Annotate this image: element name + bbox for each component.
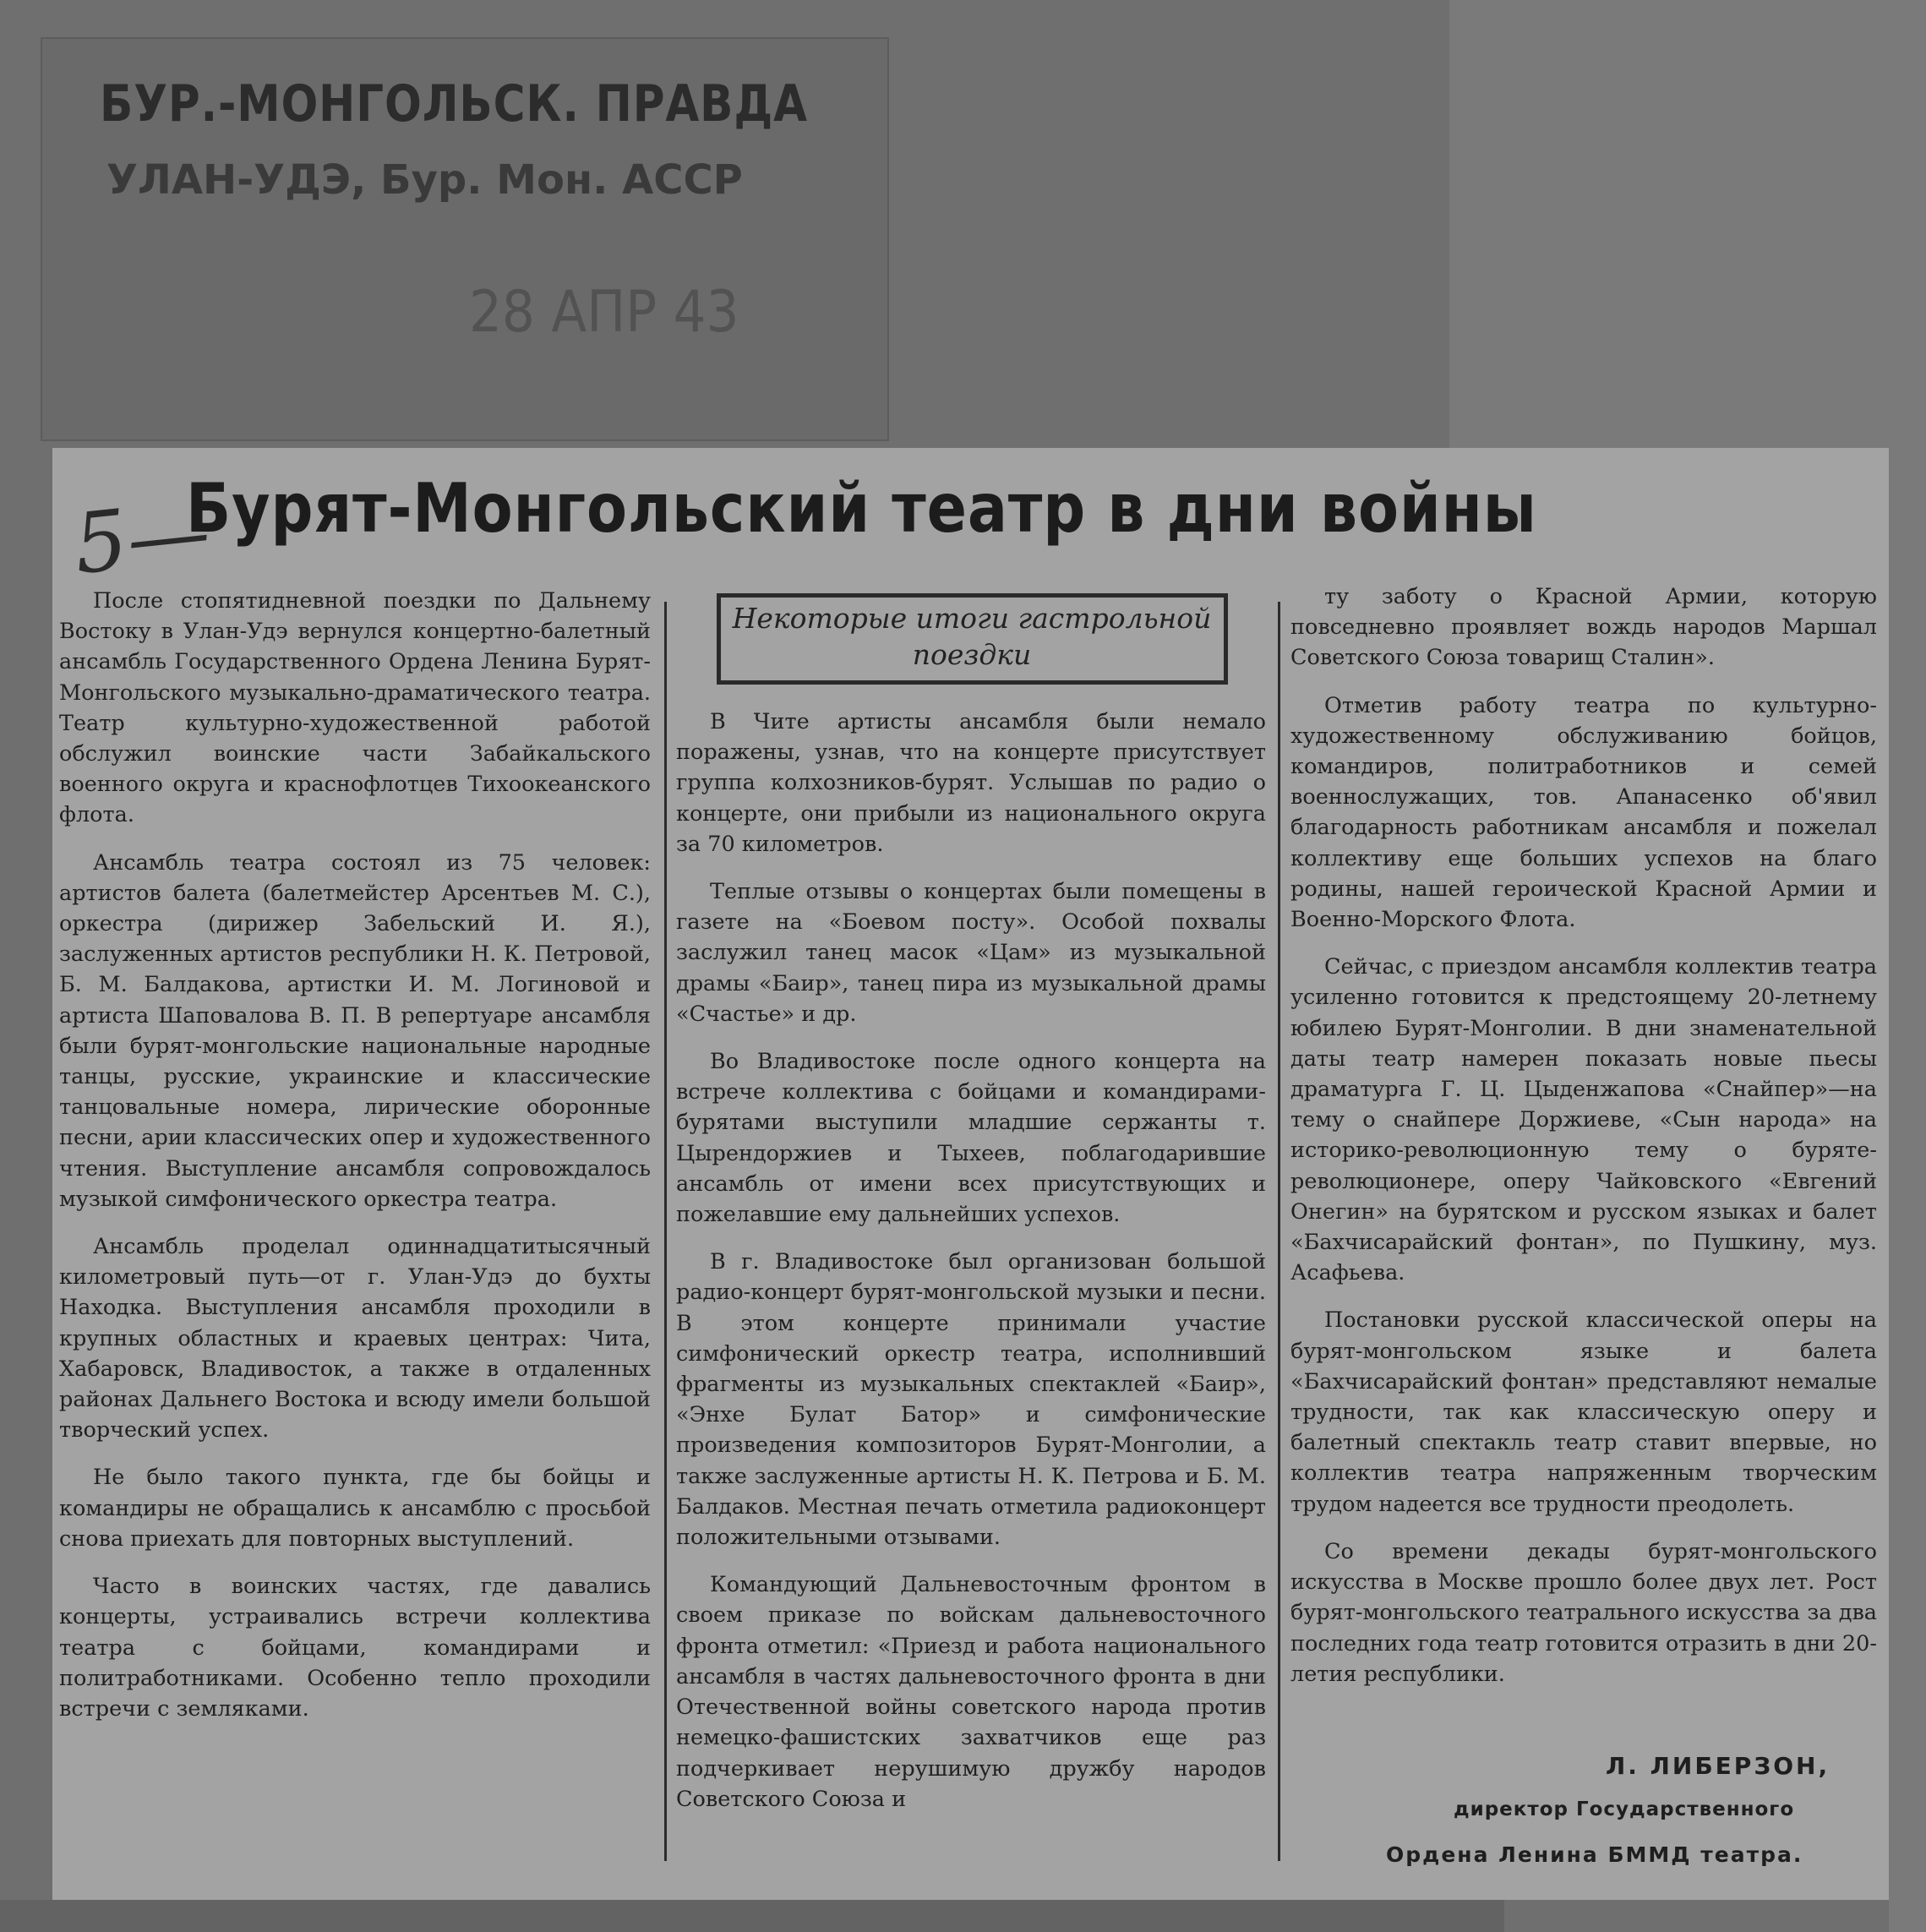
article-subheading: Некоторые итоги гастрольной поездки [732, 602, 1212, 671]
article-paragraph: ту заботу о Красной Армии, которую повседневно проявляет вождь народов Маршал Советского Союза товарищ Сталин». [1290, 584, 1877, 671]
article-headline: Бурят-Монгольский театр в дни войны [186, 469, 1537, 548]
article-paragraph: Ансамбль театра состоял из 75 человек: артистов балета (балетмейстер Арсентьев М. С.), оркестра (дирижер Забельский И. Я.), заслуженных артистов республики Н. К. Петровой, Б. М. Балдакова, артистки И. М. Логиновой и артиста Шаповалова В. П. В репертуаре ансамбля были бурят-монгольские национальные народные танцы, русские, украинские и классические танцовальные номера, лирические оборонные песни, арии классических опер и художественного чтения. Выступление ансамбля сопровождалось музыкой симфонического оркестра театра. [59, 849, 651, 1212]
author-position-line2: Ордена Ленина БММД театра. [1386, 1842, 1803, 1867]
stamp-city: УЛАН-УДЭ, Бур. Мон. АССР [106, 156, 743, 204]
background-strip [1889, 448, 1926, 1932]
article-paragraph: В г. Владивостоке был организован большой радио-концерт бурят-монгольской музыки и песни. В этом концерте принимали участие симфонический оркестр театра, исполнивший фрагменты из музыкальных спектаклей «Баир», «Энхе Булат Батор» и симфонические произведения композиторов Бурят-Монголии, а также заслуженные артисты Н. К. Петрова и Б. М. Балдаков. Местная печать отметила радиоконцерт положительными отзывами. [676, 1249, 1266, 1551]
column-rule-left [664, 602, 667, 1861]
article-paragraph: Часто в воинских частях, где давались концерты, устраивались встречи коллектива театра с бойцами, командирами и политработниками. Особенно тепло проходили встречи с земляками. [59, 1574, 651, 1722]
handwritten-number: 5— [69, 483, 215, 594]
article-paragraph: Теплые отзывы о концертах были помещены в газете на «Боевом посту». Особой похвалы заслужил танец масок «Цам» из музыкальной драмы «Баир», танец пира из музыкальной драмы «Счастье» и др. [676, 879, 1266, 1027]
author-position-line1: директор Государственного [1454, 1798, 1795, 1820]
article-paragraph: Командующий Дальневосточным фронтом в своем приказе по войскам дальневосточного фронта отметил: «Приезд и работа национального ансамбля в частях дальневосточного фронта в дни Отечественной войны советского народа против немецко-фашистских захватчиков еще раз подчеркивает нерушимую дружбу народов Советского Союза и [676, 1572, 1266, 1812]
stamp-newspaper-name: БУР.-МОНГОЛЬСК. ПРАВДА [100, 74, 808, 134]
article-paragraph: В Чите артисты ансамбля были немало поражены, узнав, что на концерте присутствует группа колхозников-бурят. Услышав по радио о концерте, они прибыли из национального округа за 70 километров. [676, 709, 1266, 857]
article-paragraph: Не было такого пункта, где бы бойцы и командиры не обращались к ансамблю с просьбой снова приехать для повторных выступлений. [59, 1465, 651, 1552]
article-column-1 [59, 586, 651, 1741]
article-paragraph: Ансамбль проделал одиннадцатитысячный километровый путь—от г. Улан-Удэ до бухты Находка. Выступления ансамбля проходили в крупных областных и краевых центрах: Чита, Хабаровск, Владивосток, а также в отдаленных районах Дальнего Востока и всюду имели большой творческий успех. [59, 1234, 651, 1444]
article-paragraph: Сейчас, с приездом ансамбля коллектив театра усиленно готовится к предстоящему 20-летнему юбилею Бурят-Монголии. В дни знаменательной даты театр намерен показать новые пьесы драматурга Г. Ц. Цыденжапова «Снайпер»—на тему о снайпере Доржиеве, «Сын народа» на историко-революционную тему о буряте-революционере, оперу Чайковского «Евгений Онегин» на бурятском и русском языках и балет «Бахчисарайский фонтан», по Пушкину, муз. Асафьева. [1290, 954, 1877, 1286]
background-area [1449, 0, 1926, 448]
article-paragraph: После стопятидневной поездки по Дальнему Востоку в Улан-Удэ вернулся концертно-балетный ансамбль Государственного Ордена Ленина Бурят-Монгольского музыкально-драматического театра. Театр культурно-художественной работой обслужил воинские части Забайкальского военного округа и краснофлотцев Тихоокеанского флота. [59, 588, 651, 828]
article-paragraph: Со времени декады бурят-монгольского искусства в Москве прошло более двух лет. Рост бурят-монгольского театрального искусства за два последних года театр готовится отразить в дни 20-летия республики. [1290, 1538, 1877, 1687]
article-column-3 [1290, 581, 1877, 1706]
author-name: Л. ЛИБЕРЗОН, [1606, 1752, 1831, 1780]
article-paragraph: Во Владивостоке после одного концерта на встрече коллектива с бойцами и командирами-бурятами выступили младшие сержанты т. Цырендоржиев и Тыхеев, поблагодарившие ансамбль от имени всех присутствующих и пожелавшие ему дальнейших успехов. [676, 1049, 1266, 1228]
stamp-date: 28 АПР 43 [469, 279, 739, 346]
background-bottom [0, 1900, 1504, 1932]
article-paragraph: Отметив работу театра по культурно-художественному обслуживанию бойцов, командиров, политработников и семей военнослужащих, тов. Апанасенко об'явил благодарность работникам ансамбля и пожелал коллективу еще больших успехов на благо родины, нашей героической Красной Армии и Военно-Морского Флота. [1290, 692, 1877, 933]
article-paragraph: Постановки русской классической оперы на бурят-монгольском языке и балета «Бахчисарайский фонтан» представляют немалые трудности, так как классическую оперу и балетный спектакль театр ставит впервые, но коллектив театра напряженным творческим трудом надеется все трудности преодолеть. [1290, 1307, 1877, 1517]
column-rule-right [1278, 602, 1280, 1861]
article-column-2 [676, 707, 1266, 1831]
